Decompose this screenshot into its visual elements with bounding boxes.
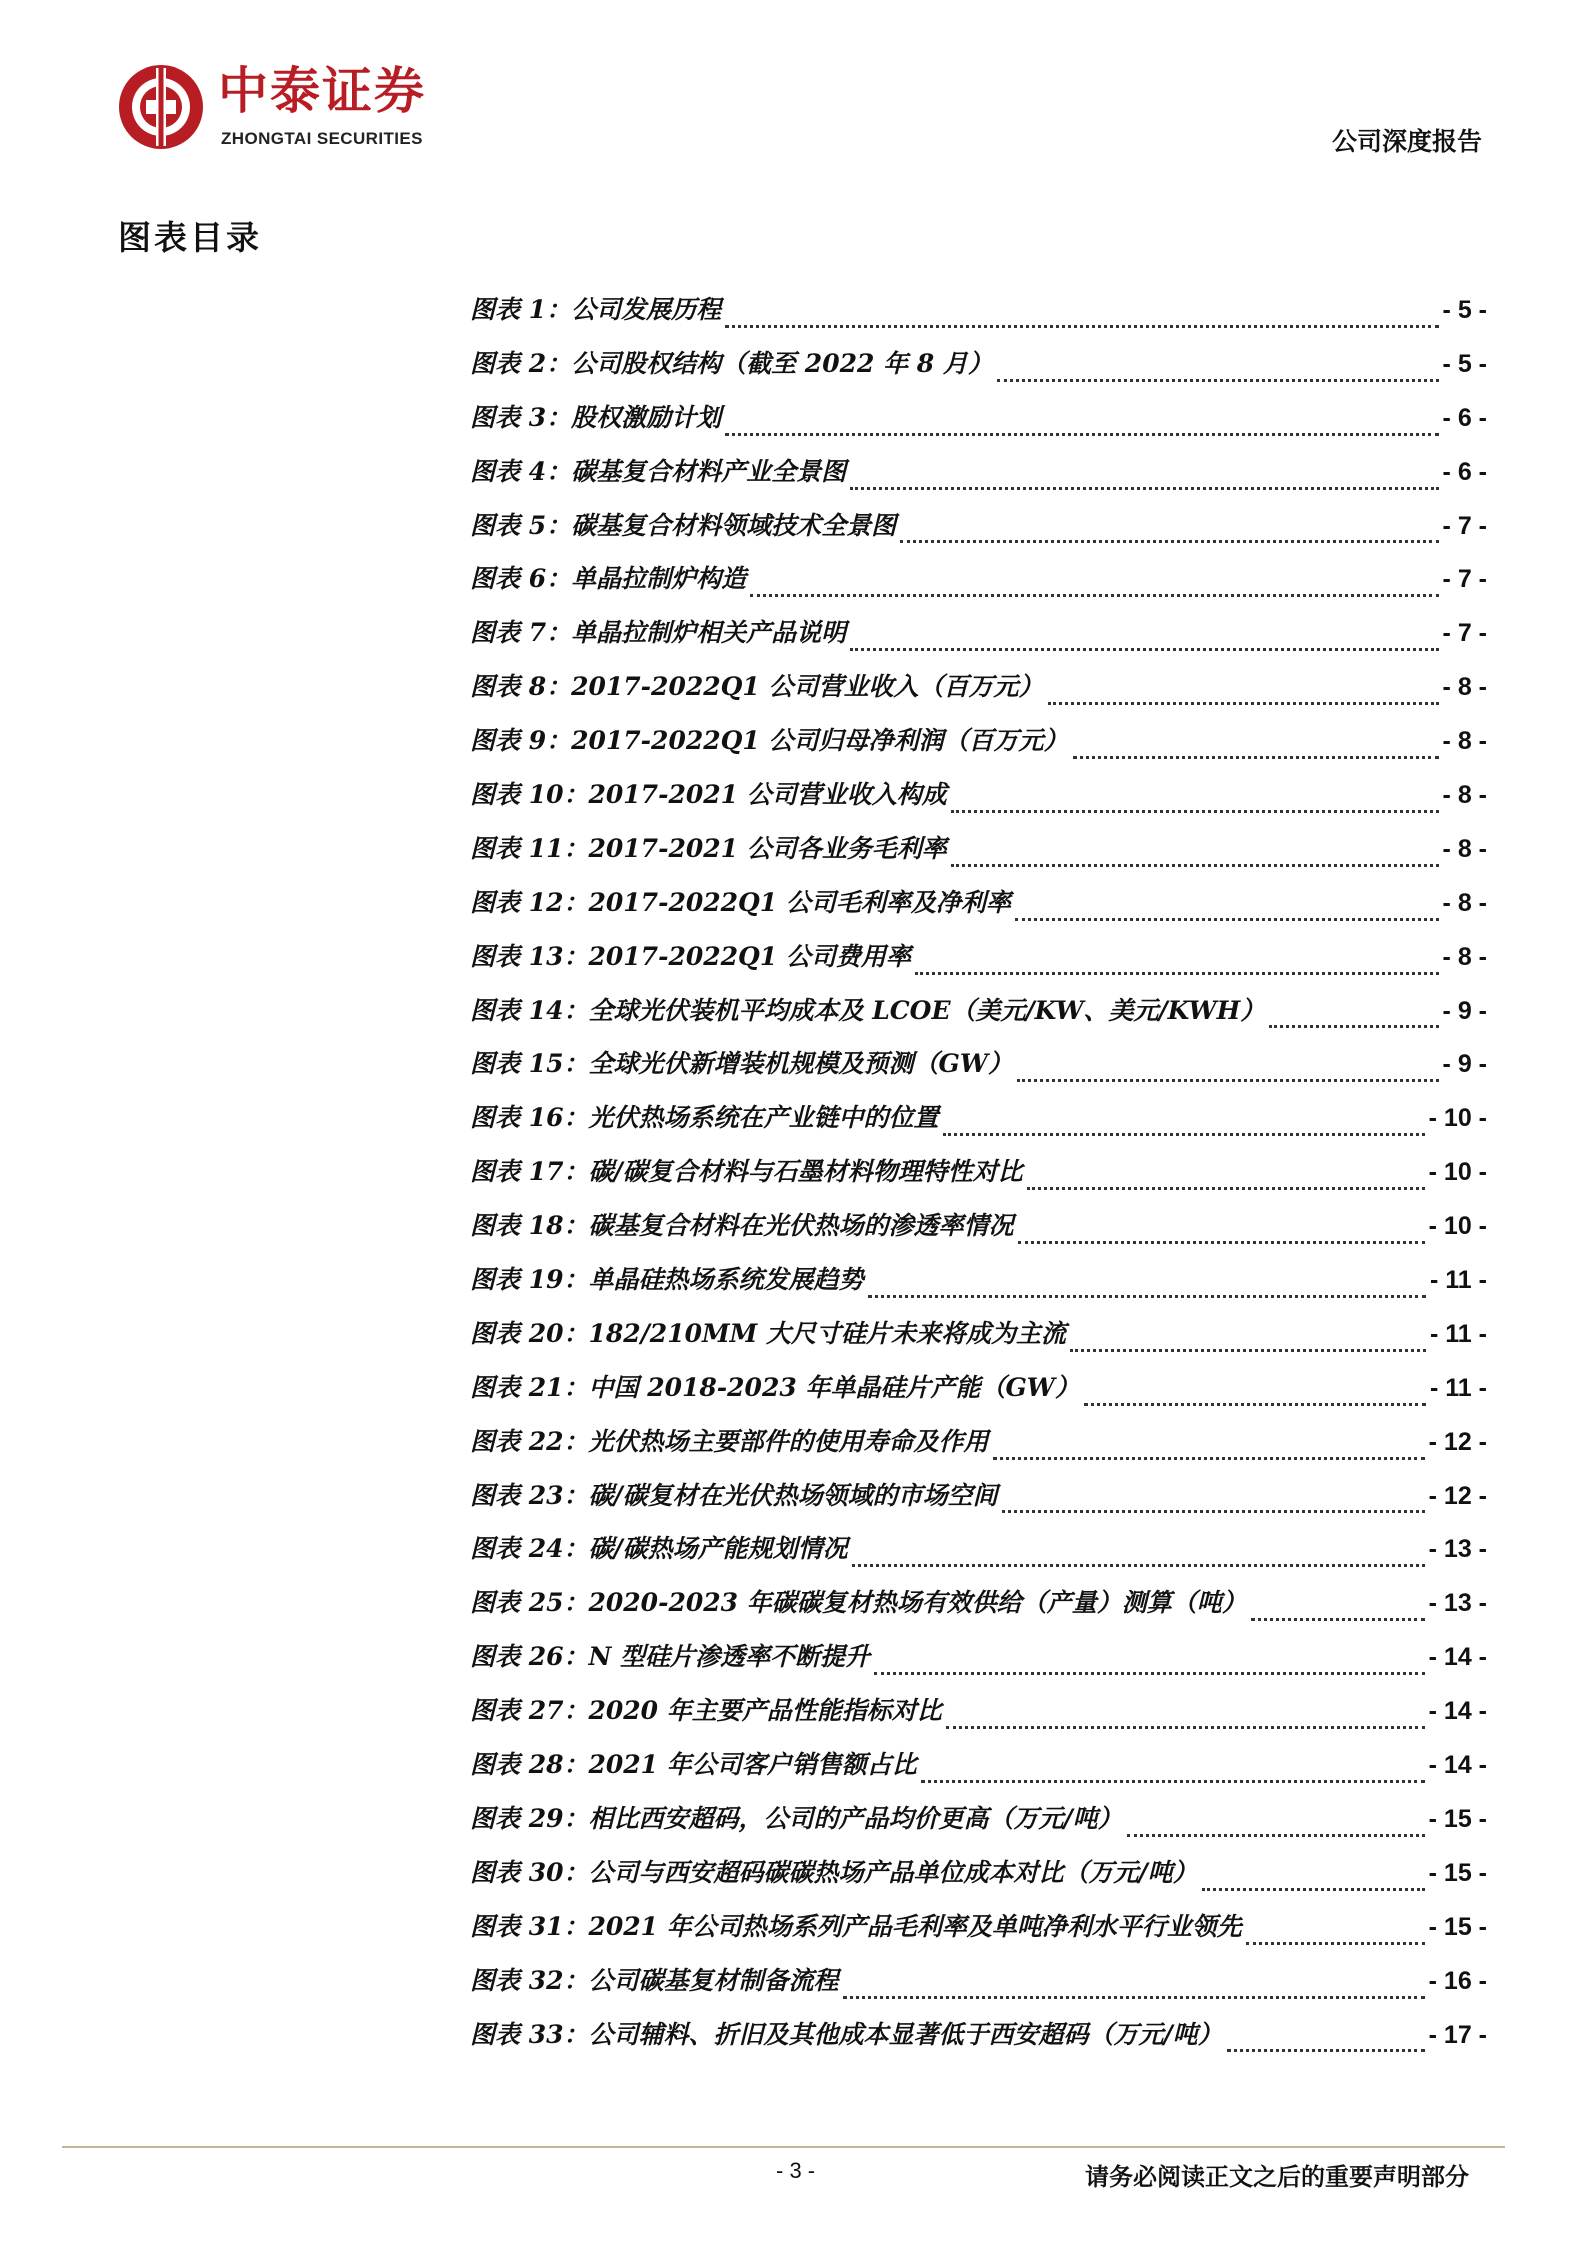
toc-leader-dots [1202, 1886, 1425, 1891]
toc-leader-dots [852, 1562, 1425, 1567]
toc-entry[interactable] [470, 991, 1487, 1045]
toc-entry[interactable] [470, 1583, 1487, 1637]
toc-leader-dots [1015, 916, 1439, 921]
toc-leader-dots [921, 1778, 1425, 1783]
toc-entry-page: - 10 - [1428, 1158, 1487, 1187]
toc-entry-label: 图表 23：碳/碳复材在光伏热场领域的市场空间 [470, 1480, 998, 1510]
toc-entry-page: - 7 - [1442, 619, 1487, 648]
toc-entry-label: 图表 8：2017-2022Q1 公司营业收入（百万元） [470, 672, 1044, 702]
toc-entry[interactable] [470, 1422, 1487, 1476]
toc-entry[interactable] [470, 1853, 1487, 1907]
toc-entry-page: - 7 - [1442, 565, 1487, 594]
toc-entry-label: 图表 6：单晶拉制炉构造 [470, 564, 747, 594]
toc-entry-label: 图表 29：相比西安超码，公司的产品均价更高（万元/吨） [470, 1803, 1123, 1833]
toc-entry-label: 图表 4：碳基复合材料产业全景图 [470, 456, 847, 486]
toc-entry-page: - 15 - [1428, 1804, 1487, 1833]
toc-entry-page: - 12 - [1428, 1427, 1487, 1456]
toc-leader-dots [1027, 1185, 1425, 1190]
toc-entry-label: 图表 15：全球光伏新增装机规模及预测（GW） [470, 1049, 1013, 1079]
toc-entry-page: - 15 - [1428, 1912, 1487, 1941]
toc-entry-page: - 6 - [1442, 403, 1487, 432]
toc-entry-label: 图表 3：股权激励计划 [470, 402, 722, 432]
toc-entry-label: 图表 10：2017-2021 公司营业收入构成 [470, 780, 947, 810]
toc-entry-page: - 8 - [1442, 888, 1487, 917]
toc-entry[interactable] [470, 1691, 1487, 1745]
toc-leader-dots [868, 1293, 1427, 1298]
toc-entry-label: 图表 20：182/210MM 大尺寸硅片未来将成为主流 [470, 1318, 1067, 1348]
toc-entry-label: 图表 31：2021 年公司热场系列产品毛利率及单吨净利水平行业领先 [470, 1911, 1242, 1941]
toc-entry[interactable] [470, 2015, 1487, 2069]
toc-leader-dots [946, 1724, 1425, 1729]
toc-leader-dots [1018, 1239, 1425, 1244]
toc-leader-dots [843, 1994, 1425, 1999]
toc-entry-label: 图表 16：光伏热场系统在产业链中的位置 [470, 1103, 939, 1133]
toc-entry-page: - 5 - [1442, 296, 1487, 324]
toc-entry-page: - 10 - [1428, 1212, 1487, 1241]
toc-entry-page: - 9 - [1442, 996, 1487, 1025]
footer-disclaimer: 请务必阅读正文之后的重要声明部分 [1085, 2162, 1469, 2191]
toc-leader-dots [1127, 1832, 1425, 1837]
toc-leader-dots [1227, 2047, 1425, 2052]
toc-entry[interactable] [470, 883, 1487, 937]
toc-leader-dots [1084, 1401, 1426, 1406]
brand-name-cn: 中泰证券 [218, 62, 426, 120]
toc-entry[interactable] [470, 559, 1487, 613]
toc-leader-dots [900, 538, 1438, 543]
toc-leader-dots [1017, 1077, 1439, 1082]
toc-leader-dots [997, 377, 1439, 382]
toc-entry[interactable] [470, 1152, 1487, 1206]
toc-leader-dots [993, 1455, 1425, 1460]
toc-entry-page: - 11 - [1430, 1373, 1487, 1402]
toc-entry-page: - 17 - [1428, 2020, 1487, 2049]
toc-entry[interactable] [470, 721, 1487, 775]
toc-entry-page: - 14 - [1428, 1697, 1487, 1726]
toc-entry-label: 图表 30：公司与西安超码碳碳热场产品单位成本对比（万元/吨） [470, 1857, 1198, 1887]
toc-entry-page: - 9 - [1442, 1050, 1487, 1079]
toc-entry-label: 图表 27：2020 年主要产品性能指标对比 [470, 1696, 942, 1726]
toc-entry-label: 图表 2：公司股权结构（截至 2022 年 8 月） [470, 348, 993, 378]
toc-entry-label: 图表 32：公司碳基复材制备流程 [470, 1965, 839, 1995]
toc-entry-page: - 13 - [1428, 1589, 1487, 1618]
toc-entry-label: 图表 25：2020-2023 年碳碳复材热场有效供给（产量）测算（吨） [470, 1588, 1247, 1618]
toc-entry-label: 图表 7：单晶拉制炉相关产品说明 [470, 618, 847, 648]
toc-entry-page: - 5 - [1442, 349, 1487, 378]
toc-entry-page: - 15 - [1428, 1858, 1487, 1887]
toc-entry[interactable] [470, 1907, 1487, 1961]
toc-entry-page: - 14 - [1428, 1643, 1487, 1672]
toc-entry-label: 图表 17：碳/碳复合材料与石墨材料物理特性对比 [470, 1157, 1023, 1187]
toc-entry-page: - 16 - [1428, 1966, 1487, 1995]
toc-entry-label: 图表 24：碳/碳热场产能规划情况 [470, 1534, 848, 1564]
page-number: - 3 - [776, 2158, 816, 2183]
toc-entry-label: 图表 33：公司辅料、折旧及其他成本显著低于西安超码（万元/吨） [470, 2019, 1223, 2049]
toc-leader-dots [725, 323, 1438, 328]
toc-entry[interactable] [470, 1961, 1487, 2015]
toc-leader-dots [1269, 1023, 1438, 1028]
toc-leader-dots [915, 970, 1439, 975]
toc-entry-page: - 11 - [1430, 1319, 1487, 1348]
footer-divider [62, 2146, 1505, 2148]
toc-entry-page: - 8 - [1442, 942, 1487, 971]
report-type: 公司深度报告 [1331, 127, 1482, 156]
toc-entry[interactable] [470, 398, 1487, 452]
toc-entry-label: 图表 13：2017-2022Q1 公司费用率 [470, 941, 911, 971]
toc-entry-page: - 11 - [1430, 1266, 1487, 1295]
table-of-figures [470, 290, 1487, 2068]
toc-entry[interactable] [470, 506, 1487, 560]
toc-leader-dots [850, 646, 1438, 651]
toc-entry[interactable] [470, 1044, 1487, 1098]
toc-entry-label: 图表 5：碳基复合材料领域技术全景图 [470, 510, 897, 540]
toc-entry-label: 图表 11：2017-2021 公司各业务毛利率 [470, 833, 947, 863]
brand-name-en: ZHONGTAI SECURITIES [221, 129, 423, 148]
toc-entry[interactable] [470, 290, 1487, 344]
toc-entry[interactable] [470, 1799, 1487, 1853]
toc-entry[interactable] [470, 1206, 1487, 1260]
toc-entry-label: 图表 21：中国 2018-2023 年单晶硅片产能（GW） [470, 1372, 1080, 1402]
toc-entry-page: - 6 - [1442, 457, 1487, 486]
toc-entry-page: - 8 - [1442, 673, 1487, 702]
toc-title: 图表目录 [118, 218, 262, 257]
toc-leader-dots [951, 862, 1439, 867]
toc-entry-label: 图表 18：碳基复合材料在光伏热场的渗透率情况 [470, 1211, 1014, 1241]
toc-entry-page: - 14 - [1428, 1751, 1487, 1780]
toc-entry-page: - 8 - [1442, 834, 1487, 863]
toc-leader-dots [750, 592, 1438, 597]
toc-leader-dots [1246, 1940, 1425, 1945]
toc-entry[interactable] [470, 1637, 1487, 1691]
toc-entry[interactable] [470, 344, 1487, 398]
toc-leader-dots [1073, 754, 1439, 759]
toc-entry-page: - 8 - [1442, 781, 1487, 810]
toc-entry[interactable] [470, 1476, 1487, 1530]
toc-entry-label: 图表 26：N 型硅片渗透率不断提升 [470, 1642, 871, 1672]
toc-entry[interactable] [470, 1314, 1487, 1368]
toc-entry-label: 图表 28：2021 年公司客户销售额占比 [470, 1750, 917, 1780]
toc-entry-label: 图表 12：2017-2022Q1 公司毛利率及净利率 [470, 887, 1011, 917]
toc-entry[interactable] [470, 452, 1487, 506]
toc-entry-page: - 10 - [1428, 1104, 1487, 1133]
toc-leader-dots [725, 431, 1438, 436]
toc-entry-page: - 13 - [1428, 1535, 1487, 1564]
toc-entry-label: 图表 22：光伏热场主要部件的使用寿命及作用 [470, 1426, 989, 1456]
toc-entry[interactable] [470, 667, 1487, 721]
toc-entry[interactable] [470, 1529, 1487, 1583]
toc-leader-dots [1070, 1347, 1426, 1352]
toc-entry[interactable] [470, 613, 1487, 667]
toc-entry-label: 图表 14：全球光伏装机平均成本及 LCOE（美元/KW、美元/KWH） [470, 995, 1266, 1025]
toc-entry[interactable] [470, 1368, 1487, 1422]
toc-entry-page: - 12 - [1428, 1481, 1487, 1510]
toc-entry[interactable] [470, 1098, 1487, 1152]
zhongtai-logo-icon [116, 62, 206, 152]
toc-entry-label: 图表 1：公司发展历程 [470, 295, 722, 324]
toc-entry[interactable] [470, 1260, 1487, 1314]
toc-leader-dots [951, 808, 1439, 813]
toc-leader-dots [1002, 1508, 1425, 1513]
toc-entry-label: 图表 9：2017-2022Q1 公司归母净利润（百万元） [470, 726, 1069, 756]
toc-leader-dots [1048, 700, 1439, 705]
toc-entry-page: - 8 - [1442, 727, 1487, 756]
toc-leader-dots [850, 485, 1438, 490]
toc-entry[interactable] [470, 937, 1487, 991]
page-header [0, 0, 1587, 190]
toc-leader-dots [874, 1670, 1425, 1675]
toc-leader-dots [943, 1131, 1425, 1136]
toc-entry-page: - 7 - [1442, 511, 1487, 540]
toc-leader-dots [1251, 1616, 1425, 1621]
toc-entry[interactable] [470, 775, 1487, 829]
toc-entry[interactable] [470, 1745, 1487, 1799]
toc-entry-label: 图表 19：单晶硅热场系统发展趋势 [470, 1265, 864, 1295]
toc-entry[interactable] [470, 829, 1487, 883]
